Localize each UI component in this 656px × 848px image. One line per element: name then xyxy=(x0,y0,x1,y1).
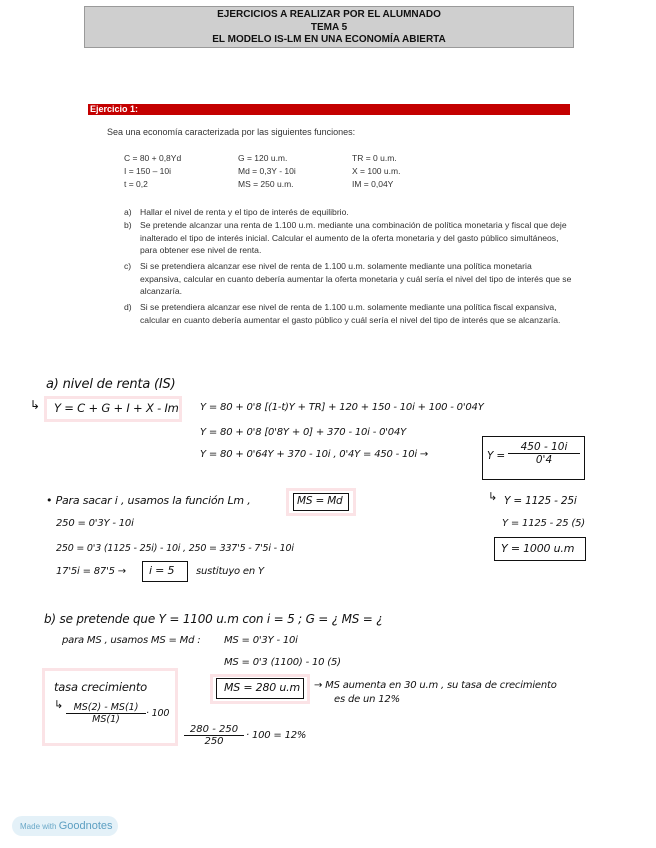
y-fraction-denominator: 0'4 xyxy=(535,454,553,466)
growth-calculation xyxy=(184,724,244,747)
growth-rate-multiplier: · 100 xyxy=(146,708,170,719)
part-a-title: a) nivel de renta (IS) xyxy=(46,377,176,392)
growth-rate-denominator: MS(1) xyxy=(92,714,120,725)
ms-increase: → MS aumenta en 30 u.m , su tasa de crecimiento xyxy=(314,680,557,691)
function-tr: TR = 0 u.m. xyxy=(352,153,397,163)
y-fraction-lhs: Y = xyxy=(487,450,505,462)
question-label: c) xyxy=(124,261,132,271)
lm-step-3b: sustituyo en Y xyxy=(196,566,264,577)
function-c: C = 80 + 0,8Yd xyxy=(124,153,182,163)
y-substitution: Y = 1125 - 25 (5) xyxy=(502,518,585,529)
function-g: G = 120 u.m. xyxy=(238,153,288,163)
lm-step-3: 17'5i = 87'5 → xyxy=(56,566,126,577)
is-equation-2: Y = 80 + 0'8 [0'8Y + 0] + 370 - 10i - 0'04Y xyxy=(200,427,407,438)
function-i: I = 150 – 10i xyxy=(124,166,172,176)
part-b-title: b) se pretende que Y = 1100 u.m con i = 5 ; G = ¿ MS = ¿ xyxy=(44,612,383,626)
header-line-1: EJERCICIOS A REALIZAR POR EL ALUMNADO xyxy=(217,9,441,20)
y-fraction-numerator: 450 - 10i xyxy=(508,441,580,454)
exercise-title-bar: Ejercicio 1: xyxy=(88,104,570,115)
arrow-glyph: ↳ xyxy=(54,698,64,711)
arrow-glyph: ↳ xyxy=(30,398,40,412)
watermark-brand: Goodnotes xyxy=(58,820,113,832)
question-text: Hallar el nivel de renta y el tipo de interés de equilibrio. xyxy=(140,207,349,217)
lm-intro: • Para sacar i , usamos la función Lm , xyxy=(46,494,251,507)
ms-step-2: MS = 0'3 (1100) - 10 (5) xyxy=(224,657,341,668)
ms-result: MS = 280 u.m xyxy=(224,681,300,694)
question-label: b) xyxy=(124,220,132,230)
growth-rate-title: tasa crecimiento xyxy=(54,680,148,694)
y-expression: Y = 1125 - 25i xyxy=(504,495,577,507)
ms-increase-2: es de un 12% xyxy=(334,694,400,705)
is-equation-1: Y = 80 + 0'8 [(1-t)Y + TR] + 120 + 150 - 10i + 100 - 0'04Y xyxy=(200,402,484,413)
y-fraction xyxy=(508,441,580,466)
growth-rate-formula xyxy=(66,702,146,725)
watermark-prefix: Made with xyxy=(20,822,57,831)
is-equation-3: Y = 80 + 0'64Y + 370 - 10i , 0'4Y = 450 - 10i → xyxy=(200,449,429,460)
function-t: t = 0,2 xyxy=(124,179,148,189)
lm-equation: MS = Md xyxy=(297,495,343,507)
growth-rate-numerator: MS(2) - MS(1) xyxy=(66,702,146,714)
ms-step-1: MS = 0'3Y - 10i xyxy=(224,635,298,646)
question-text: Si se pretendiera alcanzar ese nivel de renta de 1.100 u.m. solamente mediante una política monetaria expansiva, calcular en cuanto debería aumentar la oferta monetaria y cuál sería el nivel del tipo de interés que se alcanzaría. xyxy=(140,261,572,296)
exercise-intro: Sea una economía caracterizada por las siguientes funciones: xyxy=(107,127,356,137)
function-md: Md = 0,3Y - 10i xyxy=(238,166,296,176)
growth-calc-denominator: 250 xyxy=(204,736,224,747)
function-ms: MS = 250 u.m. xyxy=(238,179,294,189)
i-result: i = 5 xyxy=(149,564,175,577)
document-header xyxy=(84,6,574,48)
question-label: a) xyxy=(124,207,132,217)
question-text: Si se pretendiera alcanzar ese nivel de renta de 1.100 u.m. solamente mediante una política fiscal expansiva, calcular en cuanto debería aumentar el gasto público y cuál sería el nivel del tipo de interés que se alcanzaría. xyxy=(140,302,561,325)
function-x: X = 100 u.m. xyxy=(352,166,401,176)
question-text: Se pretende alcanzar una renta de 1.100 u.m. mediante una combinación de política monetaria y fiscal que deje inalterado el tipo de interés inicial. Calcular el aumento de la oferta monetaria y del gasto público simultáneos, para obtener ese nivel de renta. xyxy=(140,220,567,255)
y-result: Y = 1000 u.m xyxy=(501,542,575,555)
lm-step-2: 250 = 0'3 (1125 - 25i) - 10i , 250 = 337'5 - 7'5i - 10i xyxy=(56,543,294,554)
arrow-glyph: ↳ xyxy=(488,490,498,503)
part-b-line-1: para MS , usamos MS = Md : xyxy=(62,635,201,646)
function-im: IM = 0,04Y xyxy=(352,179,394,189)
header-line-3: EL MODELO IS-LM EN UNA ECONOMÍA ABIERTA xyxy=(212,34,446,45)
is-identity: Y = C + G + I + X - Im xyxy=(54,401,179,415)
growth-calc-numerator: 280 - 250 xyxy=(184,724,244,736)
question-label: d) xyxy=(124,302,132,312)
header-line-2: TEMA 5 xyxy=(310,21,348,33)
growth-calc-result: · 100 = 12% xyxy=(246,730,307,741)
goodnotes-watermark xyxy=(12,816,118,836)
lm-step-1: 250 = 0'3Y - 10i xyxy=(56,518,134,529)
